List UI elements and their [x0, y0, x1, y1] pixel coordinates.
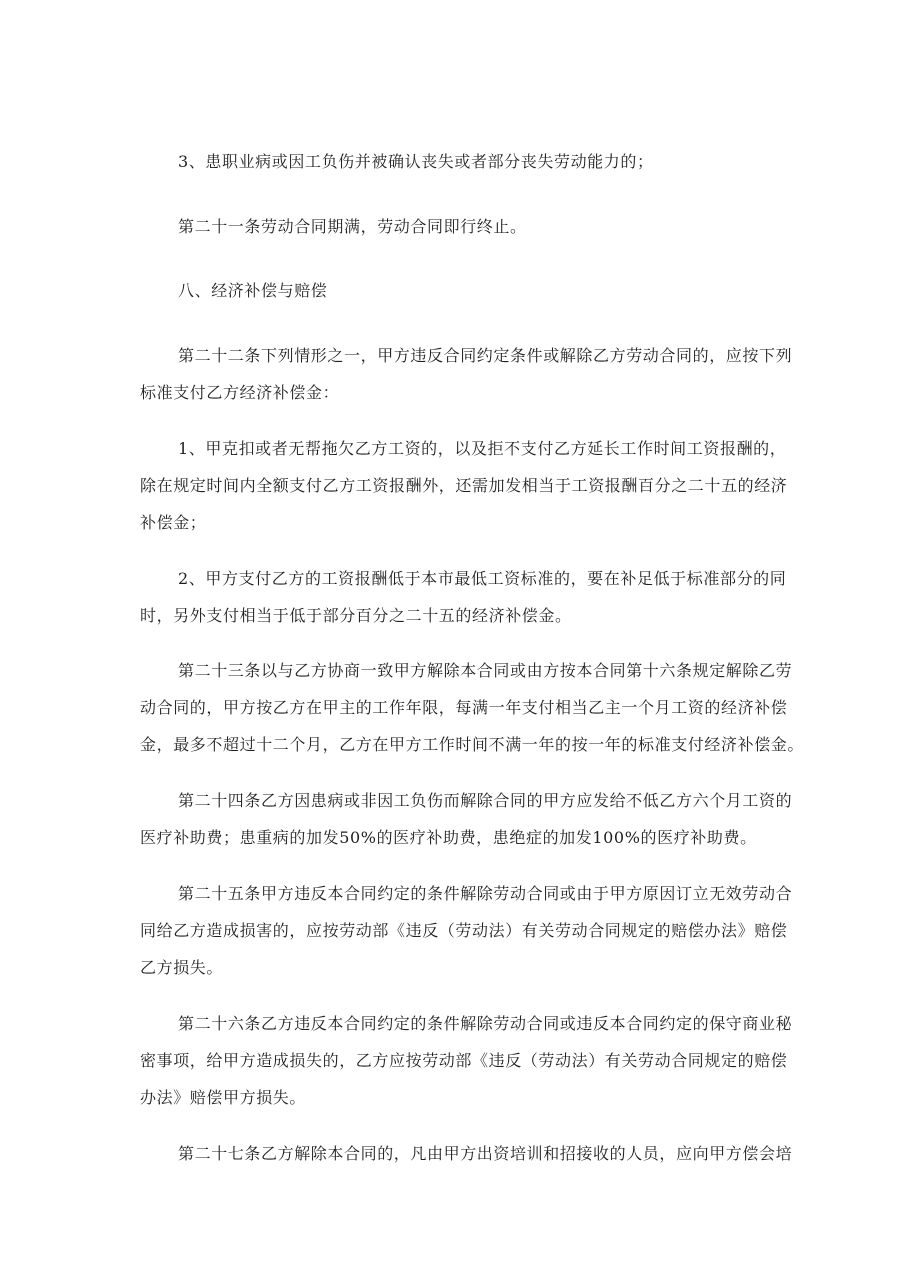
- paragraph-item-3-disability: [140, 143, 780, 180]
- paragraph-line: 乙方损失。: [140, 958, 224, 977]
- paragraph-line: 第二十五条甲方违反本合同约定的条件解除劳动合同或由于甲方原因订立无效劳动合: [178, 884, 793, 903]
- paragraph-line: 1、甲克扣或者无帮拖欠乙方工资的，以及拒不支付乙方延长工作时间工资报酬的，: [178, 439, 787, 458]
- paragraph-line: 补偿金；: [140, 513, 207, 532]
- paragraph-article-23: [140, 652, 805, 763]
- paragraph-line: 3、患职业病或因工负伤并被确认丧失或者部分丧失劳动能力的；: [178, 152, 654, 171]
- paragraph-line: 时，另外支付相当于低于部分百分之二十五的经济补偿金。: [140, 606, 572, 625]
- paragraph-line: 动合同的，甲方按乙方在甲主的工作年限，每满一年支付相当乙主一个月工资的经济补偿: [140, 698, 788, 717]
- paragraph-line: 第二十七条乙方解除本合同的，凡由甲方出资培训和招接收的人员，应向甲方偿会培: [178, 1144, 793, 1163]
- section-heading-line: 八、经济补偿与赔偿: [178, 281, 328, 300]
- paragraph-line: 第二十四条乙方因患病或非因工负伤而解除合同的甲方应发给不低乙方六个月工资的: [178, 791, 793, 810]
- paragraph-line: 第二十二条下列情形之一，甲方违反合同约定条件或解除乙方劳动合同的，应按下列: [178, 346, 793, 365]
- paragraph-line: 医疗补助费；患重病的加发50%的医疗补助费，患绝症的加发100%的医疗补助费。: [140, 828, 757, 847]
- paragraph-article-26: [140, 1005, 793, 1116]
- paragraph-line: 第二十三条以与乙方协商一致甲方解除本合同或由方按本合同第十六条规定解除乙劳: [178, 661, 793, 680]
- paragraph-line: 办法》赔偿甲方损失。: [140, 1088, 307, 1107]
- paragraph-article-24: [140, 782, 793, 856]
- paragraph-line: 第二十一条劳动合同期满，劳动合同即行终止。: [178, 217, 527, 236]
- paragraph-article-21: [140, 208, 780, 245]
- paragraph-line: 密事项，给甲方造成损失的，乙方应按劳动部《违反（劳动法）有关劳动合同规定的赔偿: [140, 1051, 788, 1070]
- paragraph-line: 2、甲方支付乙方的工资报酬低于本市最低工资标准的，要在补足低于标准部分的同: [178, 569, 787, 588]
- paragraph-article-22: [140, 337, 793, 411]
- section-heading-compensation: [140, 272, 780, 309]
- paragraph-line: 金，最多不超过十二个月，乙方在甲方工作时间不满一年的按一年的标准支付经济补偿金。: [140, 735, 805, 754]
- paragraph-line: 除在规定时间内全额支付乙方工资报酬外，还需加发相当于工资报酬百分之二十五的经济: [140, 476, 788, 495]
- paragraph-item-1-wages: [140, 430, 788, 541]
- paragraph-item-2-minimum-wage: [140, 560, 787, 634]
- paragraph-article-25: [140, 875, 793, 986]
- paragraph-line: 第二十六条乙方违反本合同约定的条件解除劳动合同或违反本合同约定的保守商业秘: [178, 1014, 793, 1033]
- paragraph-line: 标准支付乙方经济补偿金：: [140, 383, 340, 402]
- paragraph-article-27: [140, 1135, 793, 1172]
- paragraph-line: 同给乙方造成损害的，应按劳动部《违反（劳动法）有关劳动合同规定的赔偿办法》赔偿: [140, 921, 788, 940]
